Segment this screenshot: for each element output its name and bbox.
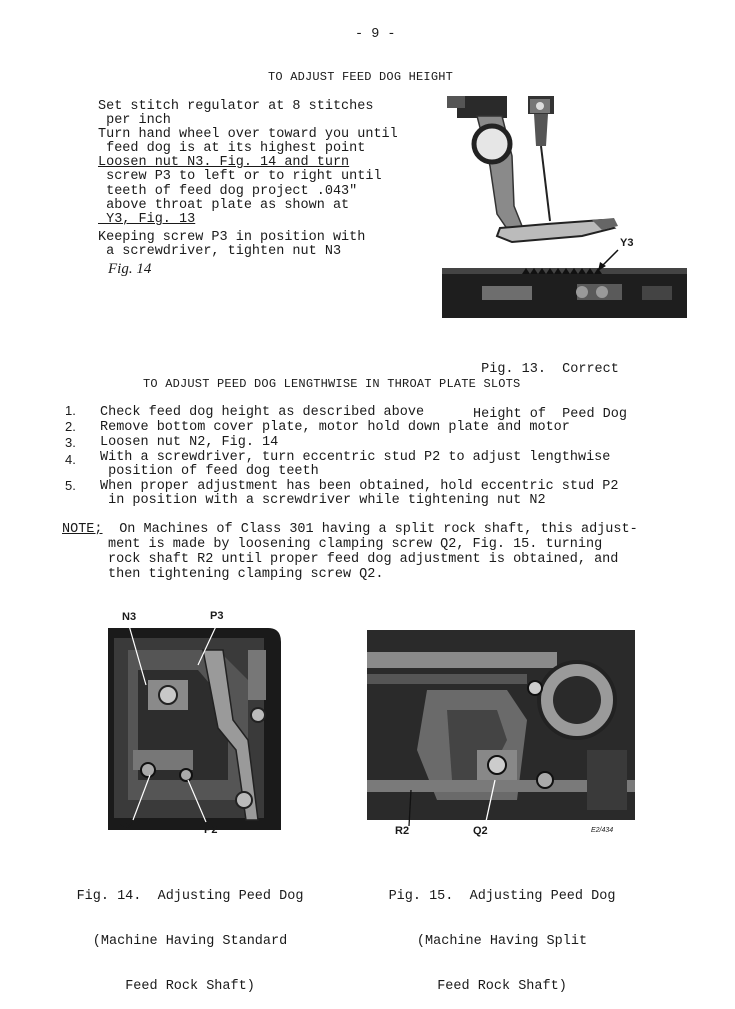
- callout-q2: Q2: [473, 825, 488, 837]
- machine-underside-illustration: [108, 610, 283, 838]
- step-line: screw P3 to left or to right until: [98, 169, 382, 184]
- figure-15-caption: [372, 859, 632, 1009]
- callout-n2: N2: [118, 820, 133, 832]
- note-line: On Machines of Class 301 having a split rock shaft, this adjust-: [103, 522, 638, 537]
- callout-r2: R2: [395, 825, 410, 837]
- step-line: Remove bottom cover plate, motor hold down plate and motor: [100, 420, 570, 435]
- presser-foot-illustration: [442, 96, 687, 318]
- fig-14-reference: Fig. 14: [108, 261, 152, 277]
- step-line: Keeping screw P3 in position with: [98, 230, 366, 245]
- figure-13-photo: [442, 96, 687, 318]
- step-line: Y3, Fig. 13: [98, 212, 196, 227]
- caption-line: (Machine Having Split: [416, 934, 588, 949]
- caption-line: Pig. 15. Adjusting Peed Dog: [388, 889, 616, 904]
- step-line: a screwdriver, tighten nut N3: [98, 244, 342, 259]
- figure-code: E2/434: [591, 827, 614, 834]
- note-label: NOTE;: [62, 522, 103, 537]
- caption-line: Pig. 13. Correct: [481, 362, 619, 377]
- step-line: Set stitch regulator at 8 stitches: [98, 99, 374, 114]
- caption-line: Feed Rock Shaft): [437, 979, 567, 994]
- callout-y3: Y3: [620, 237, 634, 249]
- step-line: With a screwdriver, turn eccentric stud P2 to adjust lengthwise: [100, 450, 611, 465]
- step-line: When proper adjustment has been obtained, hold eccentric stud P2: [100, 479, 619, 494]
- step-line: in position with a screwdriver while tightening nut N2: [100, 493, 546, 508]
- step-number: 5.: [65, 478, 76, 493]
- step-line: Loosen nut N2, Fig. 14: [100, 435, 279, 450]
- caption-line: (Machine Having Standard: [92, 934, 288, 949]
- callout-n3: N3: [122, 611, 137, 623]
- step-line: Check feed dog height as described above: [100, 405, 425, 420]
- step-line: position of feed dog teeth: [100, 464, 319, 479]
- section-title-feed-dog-height: TO ADJUST FEED DOG HEIGHT: [268, 70, 454, 84]
- step-number: 2.: [65, 419, 76, 434]
- section-title-lengthwise: TO ADJUST PEED DOG LENGTHWISE IN THROAT PLATE SLOTS: [143, 377, 521, 391]
- step-line: Loosen nut N3. Fig. 14 and turn: [98, 155, 350, 170]
- caption-line: Height of Peed Dog: [473, 407, 627, 422]
- callout-p2: P2: [204, 824, 218, 836]
- callout-p3: P3: [210, 610, 224, 622]
- step-number: 3.: [65, 435, 76, 450]
- step-line: Turn hand wheel over toward you until: [98, 127, 398, 142]
- figure-14-caption: [60, 859, 320, 1009]
- note-line: ment is made by loosening clamping screw Q2, Fig. 15. turning: [108, 537, 603, 552]
- caption-line: Feed Rock Shaft): [125, 979, 255, 994]
- step-line: feed dog is at its highest point: [98, 141, 366, 156]
- figure-15-photo: [367, 630, 635, 840]
- step-number: 4.: [65, 452, 76, 467]
- step-line: above throat plate as shown at: [98, 198, 350, 213]
- step-number: 1.: [65, 403, 76, 418]
- page-number: - 9 -: [355, 27, 396, 42]
- step-line: per inch: [98, 113, 171, 128]
- figure-14-photo: [108, 610, 283, 838]
- caption-line: Fig. 14. Adjusting Peed Dog: [76, 889, 304, 904]
- note-line: then tightening clamping screw Q2.: [108, 567, 384, 582]
- step-line: teeth of feed dog project .043": [98, 184, 358, 199]
- note-line: rock shaft R2 until proper feed dog adjustment is obtained, and: [108, 552, 619, 567]
- split-rock-shaft-illustration: [367, 630, 635, 840]
